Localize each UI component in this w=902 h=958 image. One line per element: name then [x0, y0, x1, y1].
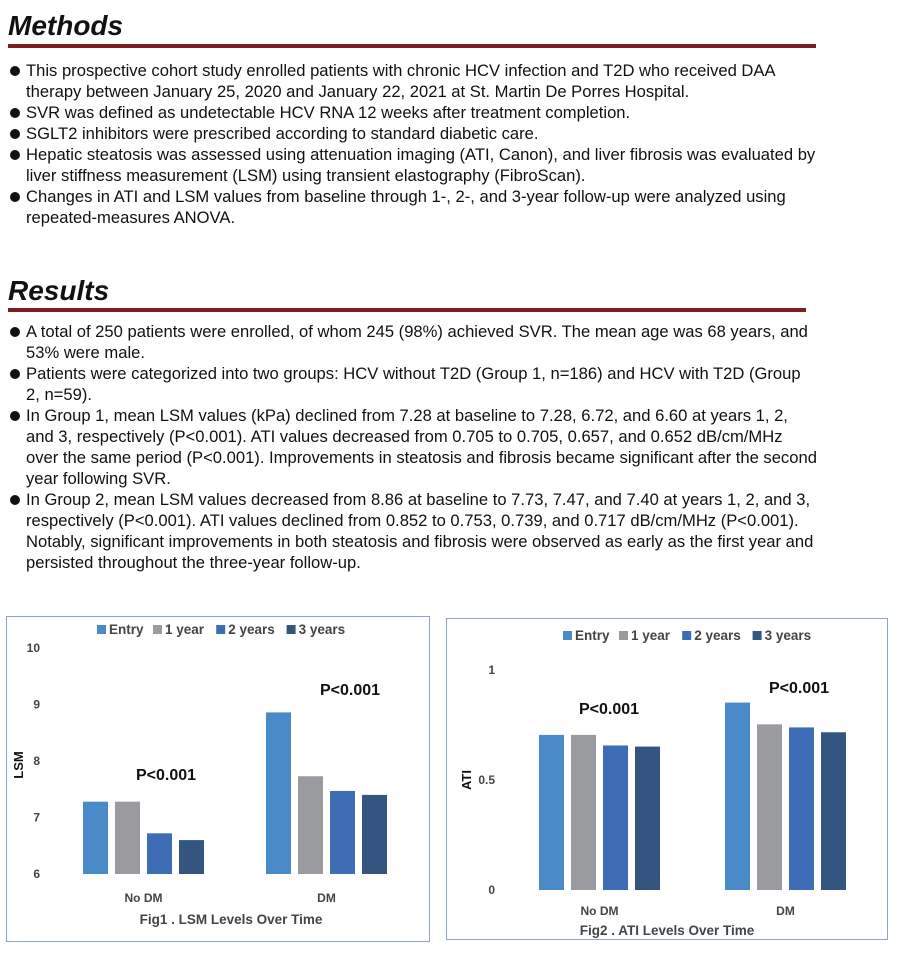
x-category-label-0: No DM — [124, 891, 163, 905]
bullet-dot-icon — [10, 150, 20, 160]
p-value-annotation-0: P<0.001 — [578, 701, 640, 718]
p-value-annotation-1: P<0.001 — [768, 680, 830, 697]
bar-dm-3 — [362, 795, 387, 874]
y-tick-label-2: 1 — [488, 663, 495, 677]
legend-swatch-3 — [287, 625, 296, 634]
y-axis-label: ATI — [459, 770, 474, 790]
bullet-dot-icon — [10, 192, 20, 202]
bullet-dot-icon — [10, 108, 20, 118]
legend-label-0: Entry — [109, 622, 144, 637]
methods-heading: Methods — [8, 10, 124, 41]
legend-label-2: 2 years — [694, 628, 741, 643]
bar-dm-1 — [298, 776, 323, 874]
bullet-item — [0, 186, 830, 228]
bar-dm-2 — [330, 791, 355, 874]
legend-label-0: Entry — [575, 628, 610, 643]
bar-no-dm-2 — [603, 745, 628, 890]
y-tick-label-0: 0 — [488, 883, 495, 897]
fig1-panel — [6, 616, 430, 942]
results-list — [0, 321, 818, 573]
bullet-text: In Group 1, mean LSM values (kPa) declined from 7.28 at baseline to 7.28, 6.72, and 6.60 at years 1, 2, and 3, respectively (P<0.001). ATI values decreased from 0.705 to 0.705, 0.657, and 0.652 dB/cm/MHz over the same period (P<0.001). Improvements in steatosis and fibrosis became significant after the second year following SVR. — [26, 406, 817, 488]
bar-no-dm-2 — [147, 833, 172, 874]
bar-no-dm-1 — [571, 735, 596, 890]
x-category-label-0: No DM — [580, 904, 619, 918]
legend-swatch-0 — [563, 631, 572, 640]
bullet-item — [0, 60, 830, 102]
y-tick-label-3: 9 — [33, 697, 40, 712]
chart-title: Fig2 . ATI Levels Over Time — [579, 923, 755, 938]
y-axis-label: LSM — [11, 751, 26, 779]
legend-swatch-2 — [682, 631, 691, 640]
bar-no-dm-3 — [179, 840, 204, 874]
y-tick-label-1: 0.5 — [478, 773, 495, 787]
bullet-text: In Group 2, mean LSM values decreased from 8.86 at baseline to 7.73, 7.47, and 7.40 at years 1, 2, and 3, respectively (P<0.001). ATI values declined from 0.852 to 0.753, 0.739, and 0.717 dB/cm/MHz (P<0.001). Notably, significant improvements in both steatosis and fibrosis were observed as early as the first year and persisted throughout the three-year follow-up. — [26, 490, 814, 572]
bar-no-dm-0 — [83, 802, 108, 874]
lsm-bar-chart — [7, 617, 429, 941]
y-tick-label-1: 7 — [33, 810, 40, 825]
bullet-dot-icon — [10, 495, 20, 505]
methods-divider — [8, 44, 816, 48]
bullet-text: Hepatic steatosis was assessed using attenuation imaging (ATI, Canon), and liver fibrosis was evaluated by liver stiffness measurement (LSM) using transient elastography (FibroScan). — [26, 145, 816, 185]
legend-label-3: 3 years — [764, 628, 812, 643]
bullet-item — [0, 144, 830, 186]
results-divider — [8, 308, 806, 312]
legend-swatch-1 — [619, 631, 628, 640]
bar-dm-0 — [725, 703, 750, 890]
legend-label-1: 1 year — [165, 622, 205, 637]
bullet-item — [0, 489, 818, 573]
bullet-dot-icon — [10, 66, 20, 76]
legend-swatch-2 — [216, 625, 225, 634]
legend-swatch-3 — [753, 631, 762, 640]
fig2-panel — [446, 618, 888, 940]
bullet-item — [0, 123, 830, 144]
legend-label-1: 1 year — [631, 628, 671, 643]
bullet-dot-icon — [10, 411, 20, 421]
legend-label-2: 2 years — [228, 622, 275, 637]
y-tick-label-0: 6 — [33, 867, 40, 881]
bullet-item — [0, 102, 830, 123]
y-tick-label-4: 10 — [26, 641, 40, 655]
bar-no-dm-1 — [115, 802, 140, 874]
bar-dm-2 — [789, 727, 814, 890]
p-value-annotation-0: P<0.001 — [135, 767, 197, 784]
bullet-text: Changes in ATI and LSM values from baseline through 1-, 2-, and 3-year follow-up were analyzed using repeated-measures ANOVA. — [26, 187, 786, 227]
methods-list — [0, 60, 830, 228]
bullet-dot-icon — [10, 369, 20, 379]
bar-dm-0 — [266, 712, 291, 874]
bar-no-dm-3 — [635, 747, 660, 890]
bullet-text: A total of 250 patients were enrolled, of whom 245 (98%) achieved SVR. The mean age was 68 years, and 53% were male. — [26, 322, 808, 362]
bar-dm-3 — [821, 732, 846, 890]
legend-swatch-0 — [97, 625, 106, 634]
bullet-item — [0, 405, 818, 489]
ati-bar-chart — [447, 619, 887, 939]
chart-title: Fig1 . LSM Levels Over Time — [139, 912, 323, 927]
p-value-annotation-1: P<0.001 — [319, 682, 381, 699]
bar-dm-1 — [757, 724, 782, 890]
bullet-text: SVR was defined as undetectable HCV RNA 12 weeks after treatment completion. — [26, 103, 631, 122]
x-category-label-1: DM — [776, 904, 795, 918]
bullet-item — [0, 363, 818, 405]
bullet-dot-icon — [10, 327, 20, 337]
bullet-item — [0, 321, 818, 363]
bar-no-dm-0 — [539, 735, 564, 890]
x-category-label-1: DM — [317, 891, 336, 905]
bullet-dot-icon — [10, 129, 20, 139]
legend-label-3: 3 years — [298, 622, 346, 637]
bullet-text: Patients were categorized into two groups: HCV without T2D (Group 1, n=186) and HCV with T2D (Group 2, n=59). — [26, 364, 801, 404]
legend-swatch-1 — [153, 625, 162, 634]
bullet-text: SGLT2 inhibitors were prescribed according to standard diabetic care. — [26, 124, 539, 143]
y-tick-label-2: 8 — [33, 754, 40, 768]
bullet-text: This prospective cohort study enrolled patients with chronic HCV infection and T2D who received DAA therapy between January 25, 2020 and January 22, 2021 at St. Martin De Porres Hospital. — [26, 61, 775, 101]
results-heading: Results — [8, 275, 110, 306]
